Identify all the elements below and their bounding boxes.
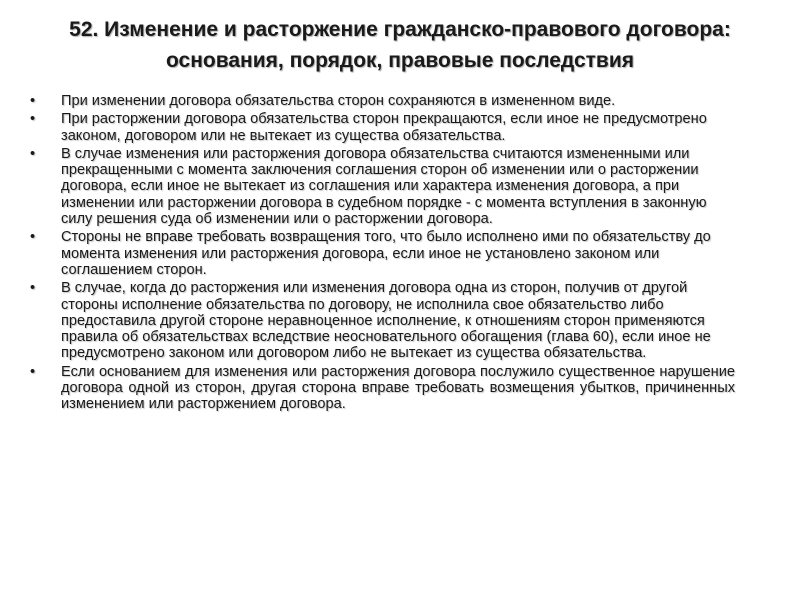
bullet-text: Стороны не вправе требовать возвращения того, что было исполнено ими по обязательству до момента изменения или расторжения договора, если иное не установлено законом или соглашением сторон.	[61, 229, 711, 278]
slide-title-line-1: 52. Изменение и расторжение гражданско-правового договора:	[69, 18, 731, 41]
bullet-text: Если основанием для изменения или расторжения договора послужило существенное нарушение договора одной из сторон, другая сторона вправе требовать возмещения убытков, причиненных изменением или расторжением договора.	[61, 363, 735, 413]
bullet-item	[30, 111, 735, 144]
slide-title-line-2: основания, порядок, правовые последствия	[166, 49, 634, 72]
bullet-text: При изменении договора обязательства сторон сохраняются в измененном виде.	[61, 93, 616, 109]
bullet-item	[30, 280, 735, 361]
bullet-dot-icon: •	[30, 363, 36, 380]
bullet-item	[30, 364, 735, 413]
bullet-dot-icon: •	[30, 229, 36, 246]
bullet-item	[30, 93, 735, 109]
bullet-item	[30, 146, 735, 227]
bullet-text: При расторжении договора обязательства сторон прекращаются, если иное не предусмотрено законом, договором или не вытекает из существа обязательства.	[61, 111, 707, 144]
bullet-text: В случае, когда до расторжения или изменения договора одна из сторон, получив от другой стороны исполнение обязательства по договору, не исполнила свое обязательство либо предоставила другой стороне неравноценное исполнение, к отношениям сторон применяются правила об обязательствах вследствие неосновательного обогащения (глава 60), если иное не предусмотрено законом или договором либо не вытекает из существа обязательства.	[61, 280, 711, 362]
bullet-text: В случае изменения или расторжения договора обязательства считаются измененными или прекращенными с момента заключения соглашения сторон об изменении или о расторжении договора, если иное не вытекает из соглашения или характера изменения договора, а при изменении или расторжении договора в судебном порядке - с момента вступления в законную силу решения суда об изменении или о расторжении договора.	[61, 145, 707, 228]
bullet-dot-icon: •	[30, 111, 36, 128]
bullet-item	[30, 229, 735, 278]
slide-title	[40, 14, 760, 76]
bullet-list	[30, 93, 735, 415]
bullet-dot-icon: •	[30, 93, 36, 109]
bullet-dot-icon: •	[30, 145, 36, 162]
bullet-dot-icon: •	[30, 280, 36, 297]
